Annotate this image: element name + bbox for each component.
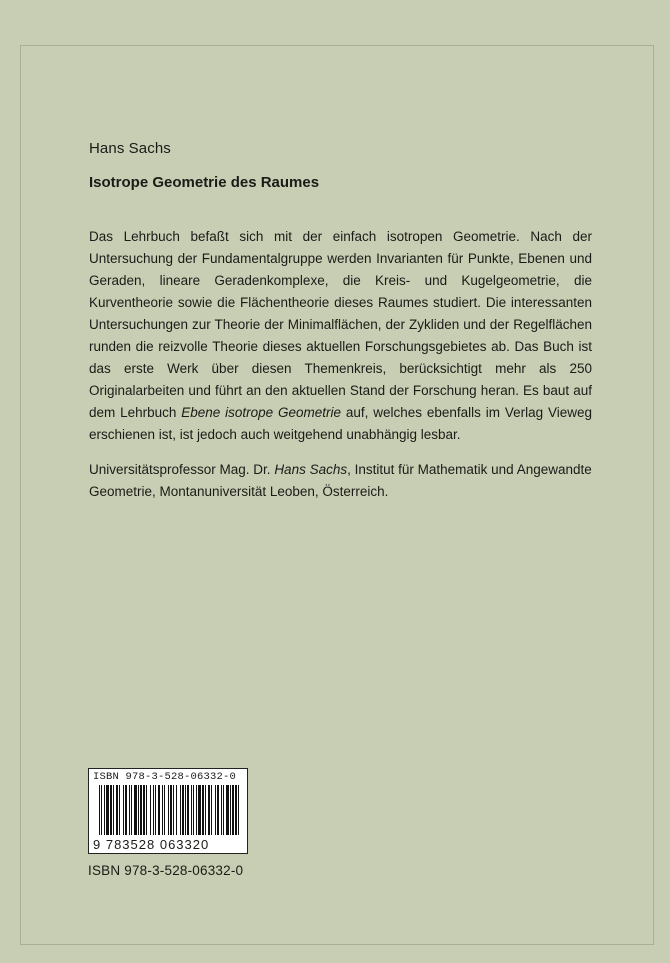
barcode-bar bbox=[104, 785, 105, 835]
isbn-number: ISBN 978-3-528-06332-0 bbox=[88, 863, 244, 878]
barcode-bar bbox=[202, 785, 204, 835]
barcode-bar bbox=[205, 785, 206, 835]
barcode-bar bbox=[176, 785, 177, 835]
bio-prefix: Universitätsprofessor Mag. Dr. bbox=[89, 462, 275, 477]
barcode-bar bbox=[131, 785, 132, 835]
barcode-bar bbox=[119, 785, 120, 835]
barcode-bar bbox=[196, 785, 197, 835]
author-name: Hans Sachs bbox=[89, 140, 171, 157]
barcode-bar bbox=[158, 785, 160, 835]
barcode-bar bbox=[143, 785, 145, 835]
barcode-box bbox=[88, 768, 248, 854]
barcode-bar bbox=[168, 785, 169, 835]
barcode-bar bbox=[162, 785, 163, 835]
barcode-bar bbox=[129, 785, 130, 835]
barcode-isbn-label: ISBN 978-3-528-06332-0 bbox=[93, 771, 237, 783]
barcode-bar bbox=[150, 785, 151, 835]
barcode-bar bbox=[170, 785, 172, 835]
barcode-bar bbox=[153, 785, 154, 835]
bio-suffix: , Institut für Mathematik und Angewandte Geometrie, Montanuniversität Leoben, Österreich. bbox=[89, 462, 592, 499]
barcode-bar bbox=[198, 785, 201, 835]
barcode-bar bbox=[116, 785, 118, 835]
barcode-bar bbox=[221, 785, 222, 835]
barcode-bar bbox=[182, 785, 184, 835]
barcode-bar bbox=[211, 785, 212, 835]
description-text-1: Das Lehrbuch befaßt sich mit der einfach isotropen Geometrie. Nach der Untersuchung der Fundamentalgruppe werden Invarianten für Punkte, Ebenen und Geraden, lineare Geradenkomplexe, die Kreis- und Kugelgeometrie, die Kurventheorie sowie die Flächentheorie dieses Raumes studiert. Die interessanten Untersuchungen zur Theorie der Minimalflächen, der Zykliden und der Regelflächen runden die reizvolle Theorie dieses aktuellen Forschungsgebietes ab. Das Buch ist das erste Werk über diesen Themenkreis, berücksichtigt mehr als 250 Originalarbeiten und führt an den aktuellen Stand der Forschung heran. Es baut auf dem Lehrbuch bbox=[89, 229, 592, 420]
barcode-bar bbox=[134, 785, 137, 835]
barcode-bar bbox=[140, 785, 142, 835]
barcode-digits: 9 783528 063320 bbox=[93, 837, 210, 852]
barcode-bar bbox=[106, 785, 109, 835]
barcode-bar bbox=[235, 785, 237, 835]
barcode-bar bbox=[155, 785, 156, 835]
barcode-bar bbox=[146, 785, 147, 835]
bio-author-name: Hans Sachs bbox=[274, 462, 348, 477]
barcode-bar bbox=[187, 785, 189, 835]
barcode-bar bbox=[180, 785, 181, 835]
barcode-bar bbox=[125, 785, 127, 835]
barcode-bar bbox=[208, 785, 210, 835]
book-title: Isotrope Geometrie des Raumes bbox=[89, 174, 320, 191]
barcode-bar bbox=[110, 785, 112, 835]
barcode-bar bbox=[238, 785, 239, 835]
barcode-bar bbox=[123, 785, 124, 835]
book-description bbox=[89, 226, 592, 446]
author-bio bbox=[89, 459, 629, 503]
barcode-bar bbox=[185, 785, 186, 835]
barcode-bar bbox=[226, 785, 229, 835]
barcode-bar bbox=[223, 785, 224, 835]
barcode-bar bbox=[164, 785, 165, 835]
barcode-bar bbox=[138, 785, 139, 835]
barcode-graphic bbox=[99, 785, 241, 835]
description-italic-title: Ebene isotrope Geometrie bbox=[181, 405, 342, 420]
barcode-bar bbox=[232, 785, 234, 835]
barcode-bar bbox=[230, 785, 231, 835]
barcode-bar bbox=[191, 785, 192, 835]
barcode-bar bbox=[215, 785, 216, 835]
barcode-bar bbox=[193, 785, 194, 835]
barcode-bar bbox=[99, 785, 100, 835]
barcode-bar bbox=[113, 785, 114, 835]
barcode-bar bbox=[101, 785, 102, 835]
barcode-bar bbox=[173, 785, 174, 835]
description-text-2: auf, welches ebenfalls im Verlag Vieweg erschienen ist, ist jedoch auch weitgehend unabhängig lesbar. bbox=[89, 405, 592, 442]
barcode-bar bbox=[217, 785, 219, 835]
